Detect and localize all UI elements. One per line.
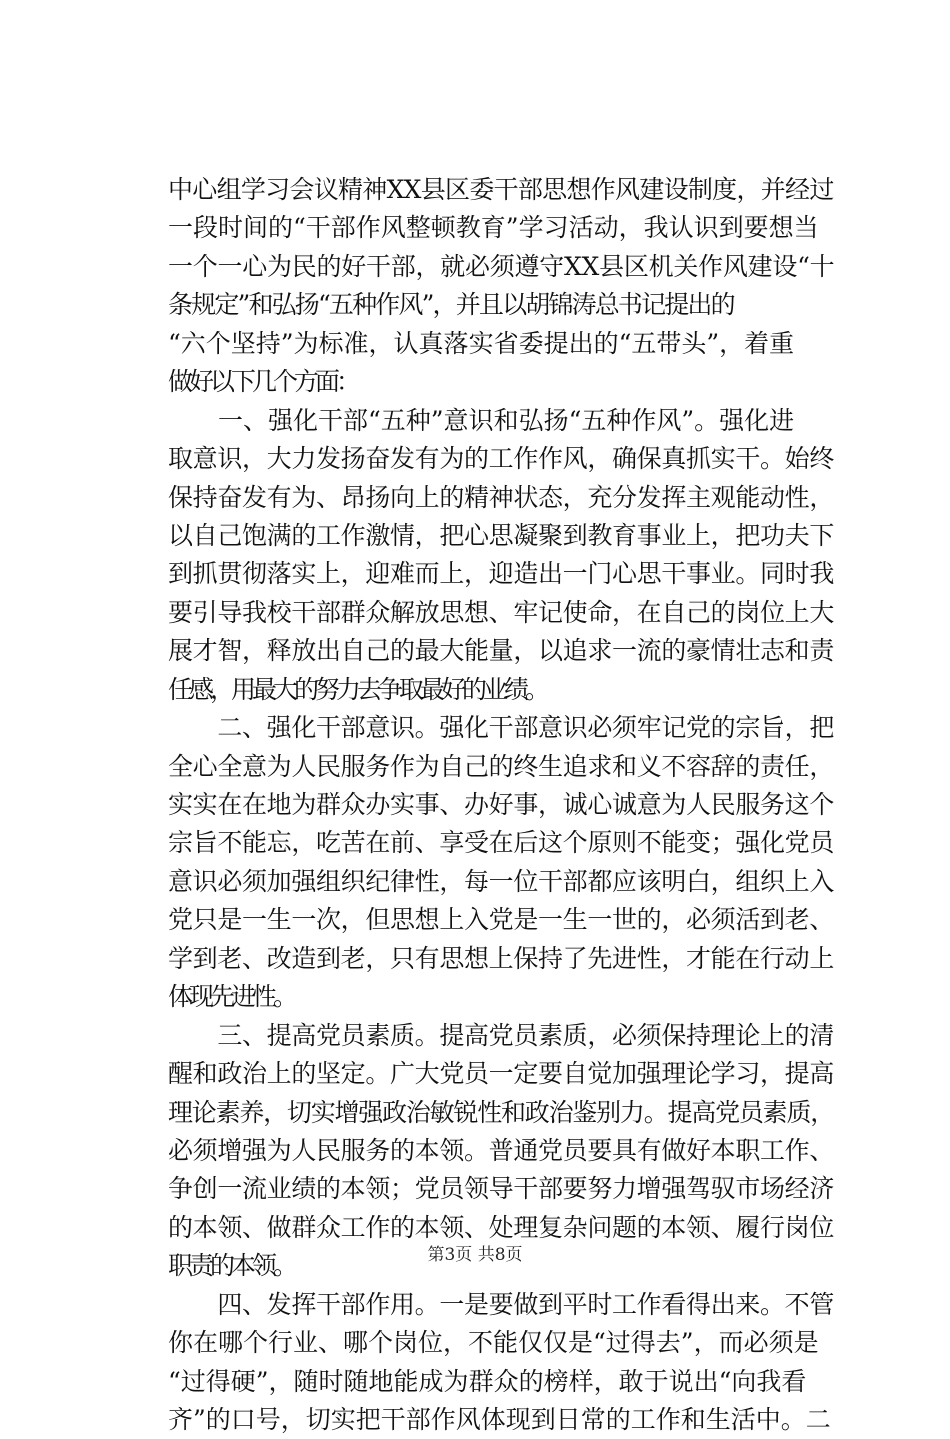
text-line: 展才智，释放出自己的最大能量，以追求一流的豪情壮志和责: [168, 636, 835, 666]
text-line: 意识必须加强组织纪律性，每一位干部都应该明白，组织上入: [168, 866, 835, 896]
text-line: “过得硬”，随时随地能成为群众的榜样，敢于说出“向我看: [168, 1366, 807, 1396]
text-line: “六个坚持”为标准，认真落实省委提出的“五带头”，着重: [168, 328, 795, 358]
text-line: 二、强化干部意识。强化干部意识必须牢记党的宗旨，把: [168, 713, 835, 743]
text-line: 做好以下几个方面：: [168, 367, 358, 397]
text-line: 职责的本领。: [168, 1251, 295, 1281]
text-line: 齐”的口号，切实把干部作风体现到日常的工作和生活中。二: [168, 1405, 831, 1434]
text-line: 宗旨不能忘，吃苦在前、享受在后这个原则不能变；强化党员: [168, 828, 835, 858]
text-line: 以自己饱满的工作激情，把心思凝聚到教育事业上，把功夫下: [168, 520, 835, 550]
text-line: 理论素养，切实增强政治敏锐性和政治鉴别力。提高党员素质，: [168, 1097, 835, 1127]
text-line: 争创一流业绩的本领；党员领导干部要努力增强驾驭市场经济: [168, 1174, 835, 1204]
text-line: 体现先进性。: [168, 982, 295, 1012]
text-line: 三、提高党员素质。提高党员素质，必须保持理论上的清: [168, 1020, 835, 1050]
text-line: 实实在在地为群众办实事、办好事，诚心诚意为人民服务这个: [168, 790, 835, 819]
text-line: 一段时间的“干部作风整顿教育”学习活动，我认识到要想当: [168, 213, 819, 243]
text-line: 四、发挥干部作用。一是要做到平时工作看得出来。不管: [168, 1289, 835, 1319]
text-line: 中心组学习会议精神XX县区委干部思想作风建设制度，并经过: [168, 175, 834, 204]
text-line: 任感，用最大的努力去争取最好的业绩。: [168, 674, 547, 704]
text-line: 一、强化干部“五种”意识和弘扬“五种作风”。强化进: [168, 405, 795, 435]
text-line: 取意识，大力发扬奋发有为的工作作风，确保真抓实干。始终: [168, 444, 835, 474]
page-footer: 第3页 共8页: [427, 1245, 523, 1265]
text-line: 保持奋发有为、昂扬向上的精神状态，充分发挥主观能动性，: [168, 482, 835, 512]
text-line: 的本领、做群众工作的本领、处理复杂问题的本领、履行岗位: [168, 1212, 835, 1242]
text-line: 党只是一生一次，但思想上入党是一生一世的，必须活到老、: [168, 905, 835, 935]
text-line: 到抓贯彻落实上，迎难而上，迎造出一门心思干事业。同时我: [168, 559, 835, 589]
text-line: 必须增强为人民服务的本领。普通党员要具有做好本职工作、: [168, 1135, 835, 1165]
text-line: 你在哪个行业、哪个岗位，不能仅仅是“过得去”，而必须是: [168, 1328, 819, 1358]
text-line: 要引导我校干部群众解放思想、牢记使命，在自己的岗位上大: [168, 597, 835, 627]
text-line: 一个一心为民的好干部，就必须遵守XX县区机关作风建设“十: [168, 251, 835, 281]
text-line: 醒和政治上的坚定。广大党员一定要自觉加强理论学习，提高: [168, 1059, 835, 1089]
text-line: 条规定”和弘扬“五种作风”，并且以胡锦涛总书记提出的: [168, 290, 734, 320]
text-line: 学到老、改造到老，只有思想上保持了先进性，才能在行动上: [168, 943, 835, 973]
text-line: 全心全意为人民服务作为自己的终生追求和义不容辞的责任，: [168, 751, 835, 781]
